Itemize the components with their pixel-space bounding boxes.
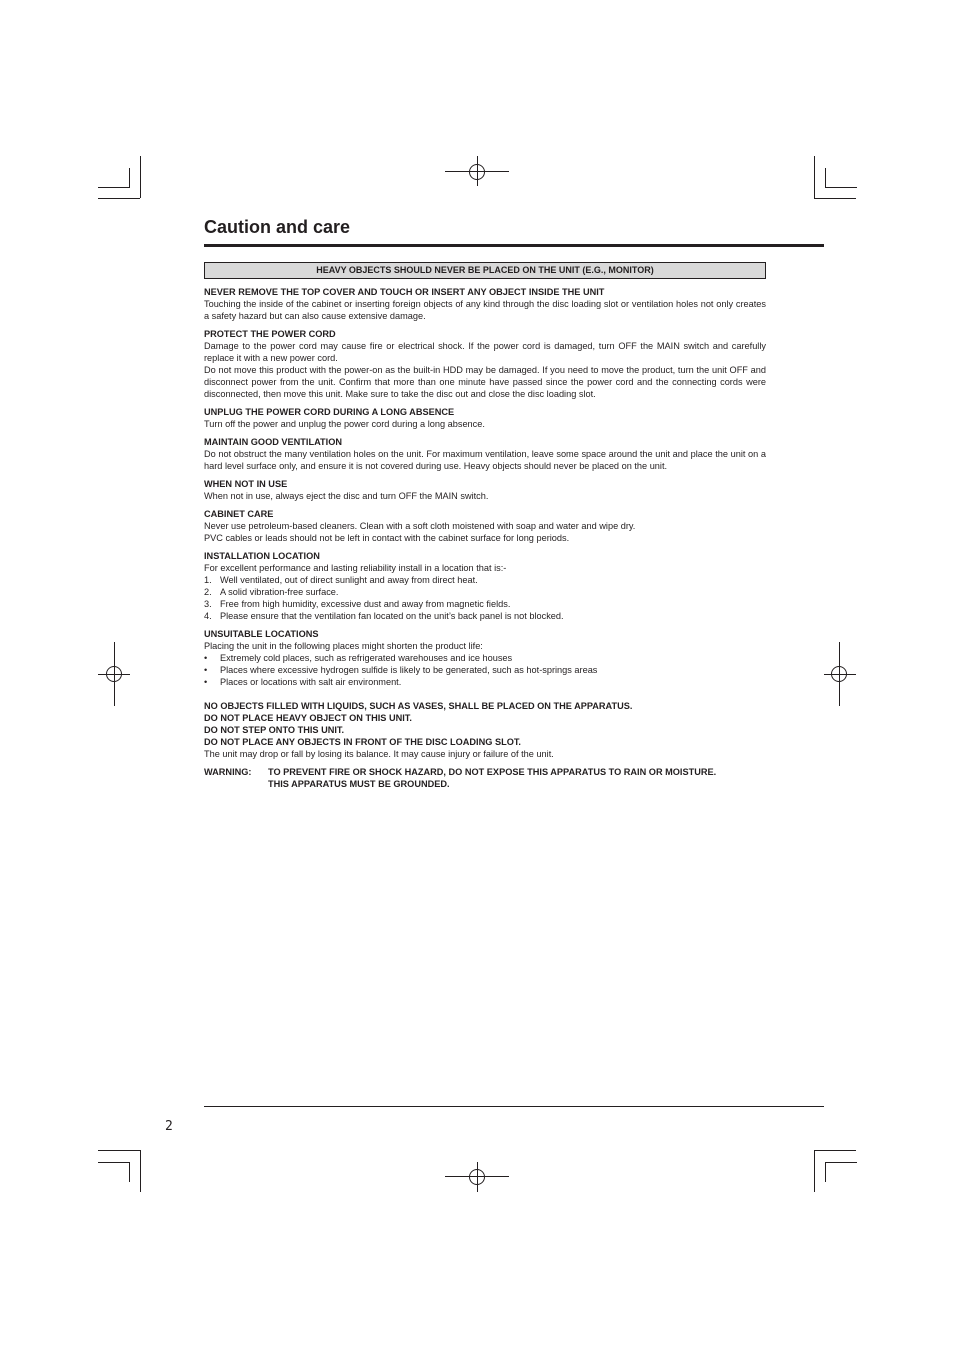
installation-list bbox=[204, 574, 766, 622]
section-heading: PROTECT THE POWER CORD bbox=[204, 329, 336, 339]
section-heading: INSTALLATION LOCATION bbox=[204, 551, 320, 561]
unsuitable-list bbox=[204, 652, 766, 688]
list-item bbox=[204, 574, 766, 586]
section-heading: UNPLUG THE POWER CORD DURING A LONG ABSENCE bbox=[204, 407, 455, 417]
warning-label: WARNING: bbox=[204, 767, 252, 777]
section-text: When not in use, always eject the disc and turn OFF the MAIN switch. bbox=[204, 491, 489, 501]
section-cabinet-care bbox=[204, 508, 766, 544]
section-power-cord bbox=[204, 328, 766, 400]
warning-line: TO PREVENT FIRE OR SHOCK HAZARD, DO NOT EXPOSE THIS APPARATUS TO RAIN OR MOISTURE. bbox=[268, 767, 717, 777]
caution-line: NO OBJECTS FILLED WITH LIQUIDS, SUCH AS VASES, SHALL BE PLACED ON THE APPARATUS. bbox=[204, 701, 633, 711]
list-item-text: Please ensure that the ventilation fan located on the unit’s back panel is not blocked. bbox=[220, 611, 564, 621]
section-heading: MAINTAIN GOOD VENTILATION bbox=[204, 437, 342, 447]
list-item-text: Well ventilated, out of direct sunlight and away from direct heat. bbox=[220, 575, 478, 585]
section-unsuitable bbox=[204, 628, 766, 688]
section-heading: UNSUITABLE LOCATIONS bbox=[204, 629, 319, 639]
warning-line: THIS APPARATUS MUST BE GROUNDED. bbox=[268, 779, 450, 789]
page-title: Caution and care bbox=[204, 217, 351, 237]
section-installation bbox=[204, 550, 766, 622]
list-item bbox=[204, 664, 766, 676]
section-heading: WHEN NOT IN USE bbox=[204, 479, 288, 489]
page-number: 2 bbox=[165, 1119, 173, 1134]
list-marker: 4. bbox=[204, 611, 212, 621]
title-rule bbox=[204, 244, 824, 247]
section-text: Touching the inside of the cabinet or inserting foreign objects of any kind through the disc loading slot or ventilation holes not only creates a safety hazard but can also cause extensive damage. bbox=[204, 299, 766, 321]
section-text: Never use petroleum-based cleaners. Clean with a soft cloth moistened with soap and water and wipe dry. bbox=[204, 521, 636, 531]
section-text: For excellent performance and lasting reliability install in a location that is:- bbox=[204, 563, 507, 573]
caution-line: DO NOT PLACE HEAVY OBJECT ON THIS UNIT. bbox=[204, 713, 412, 723]
caution-content bbox=[204, 262, 766, 790]
list-item bbox=[204, 598, 766, 610]
bullet-icon: • bbox=[204, 653, 208, 663]
list-item-text: A solid vibration-free surface. bbox=[220, 587, 339, 597]
section-text: Do not move this product with the power-on as the built-in HDD may be damaged. If you need to move the product, turn the unit OFF and disconnect power from the unit. Confirm that more than one minute have passed since the power cord and the connecting cords were disconnected, then move this unit. Make sure to take the disc out and close the disc loading slot. bbox=[204, 365, 766, 399]
bullet-icon: • bbox=[204, 677, 208, 687]
caution-line: DO NOT PLACE ANY OBJECTS IN FRONT OF THE DISC LOADING SLOT. bbox=[204, 737, 521, 747]
section-unplug bbox=[204, 406, 766, 430]
list-marker: 1. bbox=[204, 575, 212, 585]
list-item-text: Places where excessive hydrogen sulfide is likely to be generated, such as hot-springs areas bbox=[220, 665, 598, 675]
list-item-text: Extremely cold places, such as refrigerated warehouses and ice houses bbox=[220, 653, 513, 663]
list-marker: 3. bbox=[204, 599, 212, 609]
section-text: PVC cables or leads should not be left in contact with the cabinet surface for long periods. bbox=[204, 533, 570, 543]
list-item bbox=[204, 586, 766, 598]
list-item bbox=[204, 610, 766, 622]
section-final-cautions bbox=[204, 700, 766, 760]
section-text: Do not obstruct the many ventilation holes on the unit. For maximum ventilation, leave some space around the unit and place the unit on a hard level surface only, and ensure it is not covered during use. Heavy objects should never be placed on the unit. bbox=[204, 449, 766, 471]
section-heading: NEVER REMOVE THE TOP COVER AND TOUCH OR INSERT ANY OBJECT INSIDE THE UNIT bbox=[204, 287, 605, 297]
warning-text bbox=[268, 766, 716, 790]
list-item bbox=[204, 676, 766, 688]
section-text: Turn off the power and unplug the power cord during a long absence. bbox=[204, 419, 485, 429]
list-item-text: Free from high humidity, excessive dust and away from magnetic fields. bbox=[220, 599, 511, 609]
caution-line: DO NOT STEP ONTO THIS UNIT. bbox=[204, 725, 345, 735]
bullet-icon: • bbox=[204, 665, 208, 675]
list-item-text: Places or locations with salt air environment. bbox=[220, 677, 402, 687]
section-top-cover bbox=[204, 286, 766, 322]
section-text: Placing the unit in the following places might shorten the product life: bbox=[204, 641, 483, 651]
section-text: Damage to the power cord may cause fire or electrical shock. If the power cord is damaged, turn OFF the MAIN switch and carefully replace it with a new power cord. bbox=[204, 341, 766, 363]
section-heading: CABINET CARE bbox=[204, 509, 274, 519]
list-item bbox=[204, 652, 766, 664]
section-text: The unit may drop or fall by losing its balance. It may cause injury or failure of the unit. bbox=[204, 749, 554, 759]
section-not-in-use bbox=[204, 478, 766, 502]
warning-block bbox=[204, 766, 766, 790]
list-marker: 2. bbox=[204, 587, 212, 597]
footer-rule bbox=[204, 1106, 824, 1107]
section-ventilation bbox=[204, 436, 766, 472]
heavy-objects-banner: HEAVY OBJECTS SHOULD NEVER BE PLACED ON THE UNIT (E.G., MONITOR) bbox=[204, 262, 766, 279]
